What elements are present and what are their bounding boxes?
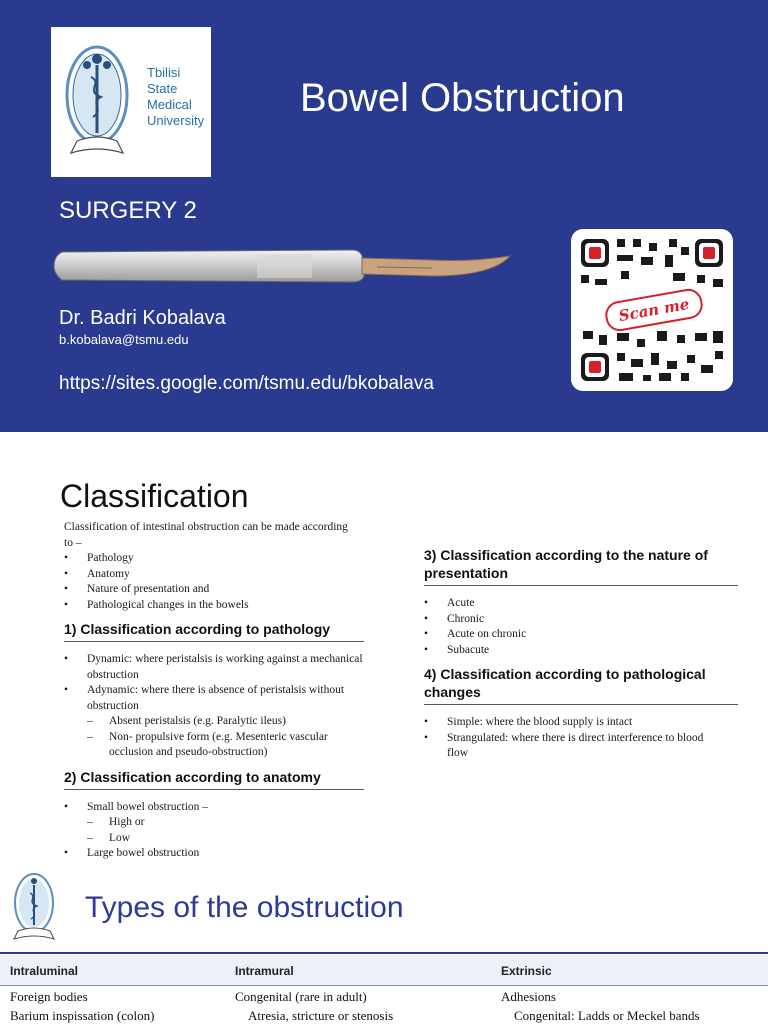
classification-slide (0, 432, 768, 864)
list-item: • Subacute (424, 643, 738, 659)
pathology-list (64, 652, 364, 761)
list-item: • Anatomy (64, 567, 364, 583)
table-cell: Congenital: Ladds or Meckel bands (514, 1008, 700, 1023)
classification-title: Classification (60, 478, 249, 514)
small-bowel-text: Small bowel obstruction – (87, 800, 209, 813)
presentation-list (424, 596, 738, 658)
qr-code[interactable] (571, 229, 733, 391)
table-header-extrinsic: Extrinsic (501, 964, 552, 978)
list-item: – Low (87, 831, 364, 847)
table-top-rule (0, 952, 768, 954)
university-logo (51, 27, 211, 177)
table-header-row (0, 955, 768, 986)
changes-list (424, 715, 714, 762)
logo-line-1: Tbilisi (147, 65, 181, 80)
logo-line-3: Medical (147, 97, 192, 112)
changes-heading: 4) Classification according to pathological changes (424, 665, 738, 705)
anatomy-heading: 2) Classification according to anatomy (64, 768, 364, 790)
classification-right-column (424, 546, 738, 762)
list-item (64, 683, 364, 761)
list-item: • Simple: where the blood supply is intact (424, 715, 714, 731)
presentation-title: Bowel Obstruction (300, 76, 625, 120)
list-item (64, 800, 364, 847)
types-title: Types of the obstruction (85, 891, 404, 924)
scalpel-icon (52, 246, 512, 286)
list-item: – Non- propulsive form (e.g. Mesenteric vascular occlusion and pseudo-obstruction) (87, 730, 364, 761)
intro-list (64, 551, 364, 613)
table-header-intraluminal: Intraluminal (10, 964, 79, 978)
scan-me-label: Scan me (603, 287, 705, 334)
table-cell: Foreign bodies (10, 989, 88, 1004)
list-item: – Absent peristalsis (e.g. Paralytic ileus) (87, 714, 364, 730)
university-emblem-icon (10, 869, 58, 943)
types-slide (0, 864, 768, 1024)
list-item: • Dynamic: where peristalsis is working against a mechanical obstruction (64, 652, 364, 683)
table-cell: Atresia, stricture or stenosis (248, 1008, 394, 1023)
title-slide (0, 0, 768, 432)
logo-line-2: State (147, 81, 178, 96)
table-cell: Barium inspissation (colon) (10, 1008, 155, 1023)
list-item: • Acute (424, 596, 738, 612)
logo-text (147, 65, 204, 129)
list-item: • Large bowel obstruction (64, 846, 364, 862)
course-name: SURGERY 2 (59, 197, 197, 224)
adynamic-text: Adynamic: where there is absence of peristalsis without obstruction (87, 684, 345, 712)
list-item: • Nature of presentation and (64, 582, 364, 598)
author-email[interactable]: b.kobalava@tsmu.edu (59, 332, 189, 347)
list-item: • Pathology (64, 551, 364, 567)
list-item: • Strangulated: where there is direct interference to blood flow (424, 731, 714, 762)
logo-line-4: University (147, 113, 205, 128)
anatomy-list (64, 800, 364, 862)
list-item: • Pathological changes in the bowels (64, 598, 364, 614)
small-bowel-sub-list (87, 815, 364, 846)
pathology-heading: 1) Classification according to pathology (64, 620, 364, 642)
list-item: • Chronic (424, 612, 738, 628)
table-header-intramural: Intramural (235, 964, 294, 978)
university-emblem-icon (63, 37, 143, 165)
author-name: Dr. Badri Kobalava (59, 307, 226, 329)
table-cell: Congenital (rare in adult) (235, 989, 367, 1004)
classification-intro: Classification of intestinal obstruction can be made according to – (64, 521, 348, 549)
classification-left-column (64, 520, 364, 862)
adynamic-sub-list (87, 714, 364, 761)
presentation-heading: 3) Classification according to the nature of presentation (424, 546, 738, 586)
list-item: – High or (87, 815, 364, 831)
author-website-link[interactable]: https://sites.google.com/tsmu.edu/bkobalava (59, 373, 434, 394)
table-cell: Adhesions (501, 989, 556, 1004)
list-item: • Acute on chronic (424, 627, 738, 643)
